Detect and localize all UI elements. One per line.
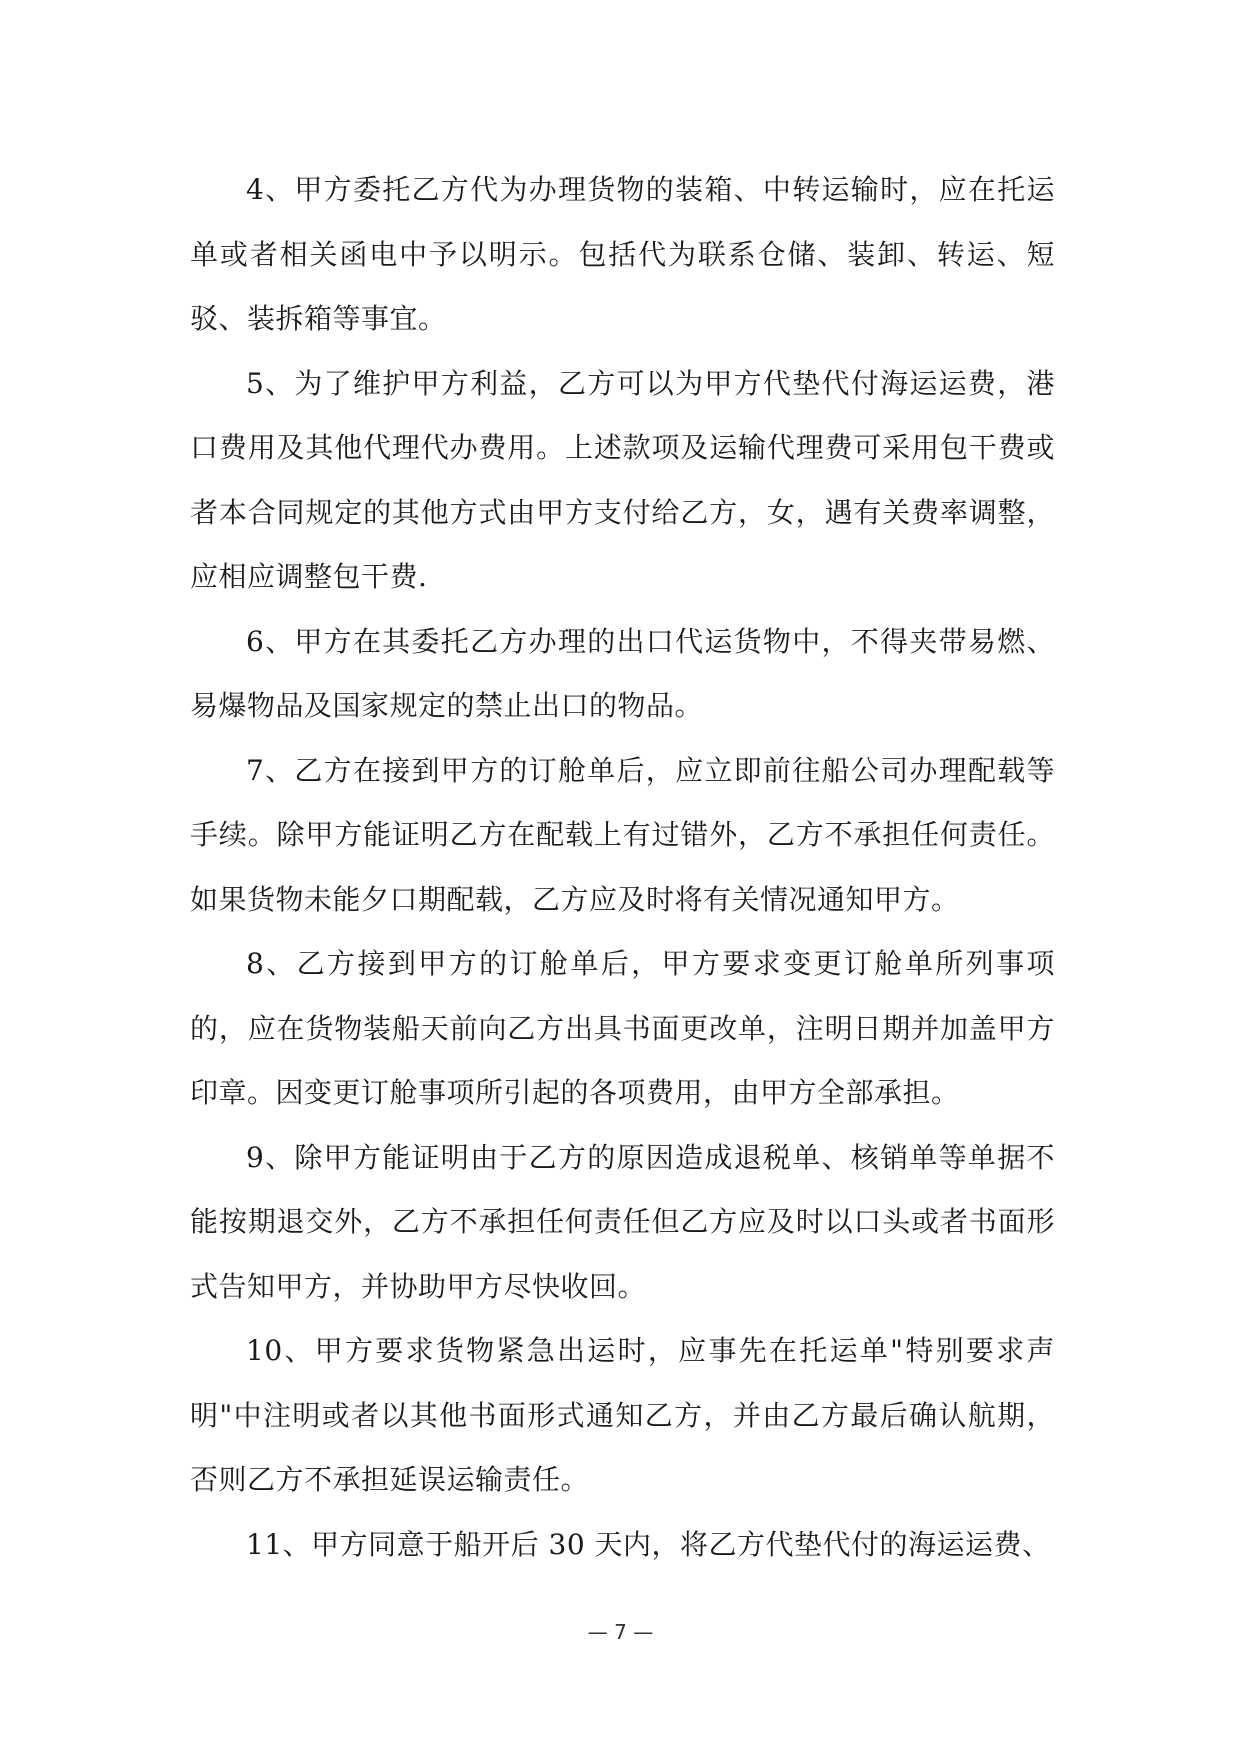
page-number: — 7 —	[587, 1620, 654, 1644]
paragraph-clause-8: 8、乙方接到甲方的订舱单后，甲方要求变更订舱单所列事项的，应在货物装船天前向乙方出具书面更改单，注明日期并加盖甲方印章。因变更订舱事项所引起的各项费用，由甲方全部承担。	[190, 947, 1055, 1109]
paragraph-clause-10: 10、甲方要求货物紧急出运时，应事先在托运单"特别要求声明"中注明或者以其他书面形式通知乙方，并由乙方最后确认航期，否则乙方不承担延误运输责任。	[190, 1334, 1055, 1496]
paragraph-clause-11: 11、甲方同意于船开后 30 天内，将乙方代垫代付的海运运费、	[246, 1527, 1051, 1561]
paragraph-clause-6: 6、甲方在其委托乙方办理的出口代运货物中，不得夹带易燃、易爆物品及国家规定的禁止出口的物品。	[190, 624, 1055, 722]
paragraph-clause-9: 9、除甲方能证明由于乙方的原因造成退税单、核销单等单据不能按期退交外，乙方不承担任何责任但乙方应及时以口头或者书面形式告知甲方，并协助甲方尽快收回。	[190, 1140, 1055, 1303]
document-body	[190, 158, 1055, 1577]
paragraph-clause-5: 5、为了维护甲方利益，乙方可以为甲方代垫代付海运运费，港口费用及其他代理代办费用。上述款项及运输代理费可采用包干费或者本合同规定的其他方式由甲方支付给乙方，女，遇有关费率调整，应相应调整包干费.	[190, 366, 1055, 593]
paragraph-clause-7: 7、乙方在接到甲方的订舱单后，应立即前往船公司办理配载等手续。除甲方能证明乙方在配载上有过错外，乙方不承担任何责任。如果货物未能夕口期配载，乙方应及时将有关情况通知甲方。	[190, 753, 1055, 916]
paragraph-clause-4: 4、甲方委托乙方代为办理货物的装箱、中转运输时，应在托运单或者相关函电中予以明示。包括代为联系仓储、装卸、转运、短驳、装拆箱等事宜。	[190, 173, 1055, 335]
